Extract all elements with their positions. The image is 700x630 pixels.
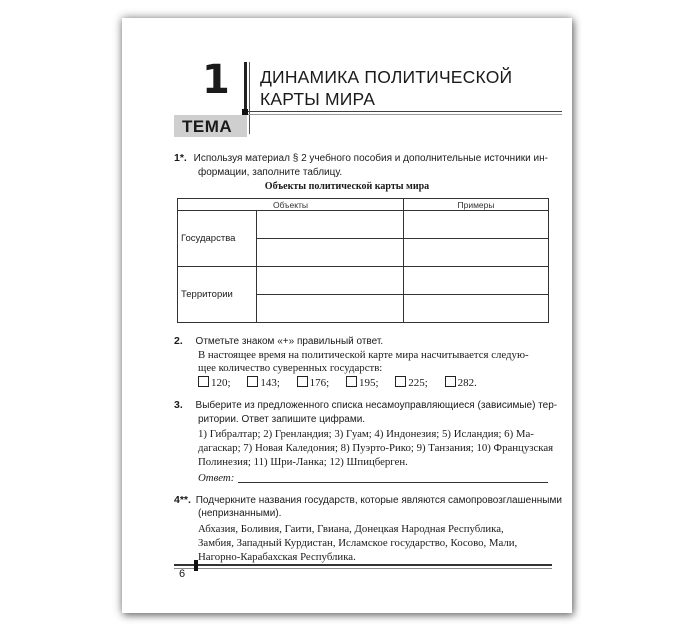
question-4-list3: Нагорно-Карабахская Республика. [198, 551, 356, 563]
question-4-list2: Замбия, Западный Курдистан, Исламское государство, Косово, Мали, [198, 537, 518, 549]
question-3-line1: Выберите из предложенного списка несамоуправляющиеся (зависимые) тер- [195, 400, 558, 411]
option-195[interactable]: 195; [346, 376, 379, 390]
table-cell[interactable] [257, 239, 404, 267]
table-row [178, 267, 549, 295]
question-4-list1: Абхазия, Боливия, Гаити, Гвиана, Донецкая Народная Республика, [198, 523, 504, 535]
footer-marker [194, 560, 198, 571]
question-3 [174, 399, 557, 412]
question-1-line1: Используя материал § 2 учебного пособия и дополнительные источники ин- [193, 153, 548, 164]
question-3-line2: ритории. Ответ запишите цифрами. [198, 414, 366, 425]
table-cell[interactable] [257, 267, 404, 295]
table-row-label-states: Государства [178, 211, 257, 267]
option-282[interactable]: 282. [445, 376, 477, 390]
question-3-list1: 1) Гибралтар; 2) Гренландия; 3) Гуам; 4) Индонезия; 5) Исландия; 6) Ма- [198, 428, 534, 440]
option-225[interactable]: 225; [395, 376, 428, 390]
table-row [178, 211, 549, 239]
checkbox[interactable] [445, 376, 456, 387]
tema-marker [242, 109, 248, 115]
table-header-objects: Объекты [178, 199, 404, 211]
topic-title-line2: КАРТЫ МИРА [260, 89, 376, 109]
tema-rule [244, 111, 562, 112]
question-3-list2: дагаскар; 7) Новая Каледония; 8) Пуэрто-Рико; 9) Танзания; 10) Французская [198, 442, 554, 454]
tema-label: ТЕМА [182, 117, 233, 136]
question-4-line2: (непризнанными). [198, 508, 282, 519]
table-header-row [178, 199, 549, 211]
page-number: 6 [179, 568, 186, 580]
question-2-text: Отметьте знаком «+» правильный ответ. [195, 336, 384, 347]
table-cell[interactable] [404, 239, 549, 267]
table-cell[interactable] [404, 211, 549, 239]
tema-rule-thin [244, 114, 562, 115]
checkbox[interactable] [198, 376, 209, 387]
answer-line[interactable] [238, 482, 548, 483]
question-4 [174, 494, 562, 507]
checkbox[interactable] [395, 376, 406, 387]
topic-number: 1 [202, 57, 230, 103]
question-1-line2: формации, заполните таблицу. [198, 167, 343, 178]
objects-table [177, 198, 549, 323]
topic-title-line1: ДИНАМИКА ПОЛИТИЧЕСКОЙ [260, 67, 513, 87]
option-143[interactable]: 143; [247, 376, 280, 390]
checkbox[interactable] [297, 376, 308, 387]
table-cell[interactable] [404, 295, 549, 323]
question-4-number: 4**. [174, 494, 191, 506]
question-2-number: 2. [174, 335, 183, 347]
question-1 [174, 152, 548, 165]
question-3-number: 3. [174, 399, 183, 411]
question-1-number: 1*. [174, 152, 187, 164]
table-title: Объекты политической карты мира [264, 181, 430, 192]
table-cell[interactable] [257, 295, 404, 323]
table-cell[interactable] [404, 267, 549, 295]
table-header-examples: Примеры [404, 199, 549, 211]
header-divider-thin [249, 62, 250, 134]
checkbox[interactable] [346, 376, 357, 387]
footer-rule [174, 564, 552, 566]
question-3-list3: Полинезия; 11) Шри-Ланка; 12) Шпицберген. [198, 456, 408, 468]
answer-label: Ответ: [198, 472, 235, 484]
option-176[interactable]: 176; [297, 376, 330, 390]
topic-title [260, 66, 512, 110]
checkbox[interactable] [247, 376, 258, 387]
option-120[interactable]: 120; [198, 376, 231, 390]
footer-rule-thin [174, 568, 552, 569]
answer-options [198, 376, 491, 390]
question-2 [174, 335, 383, 348]
question-4-line1: Подчеркните названия государств, которые являются самопровозглашенными [195, 495, 562, 506]
table-row-label-territories: Территории [178, 267, 257, 323]
table-cell[interactable] [257, 211, 404, 239]
question-2-line2: щее количество суверенных государств: [198, 362, 383, 374]
question-2-line1: В настоящее время на политической карте мира насчитывается следую- [198, 349, 529, 361]
workbook-page [122, 18, 572, 613]
